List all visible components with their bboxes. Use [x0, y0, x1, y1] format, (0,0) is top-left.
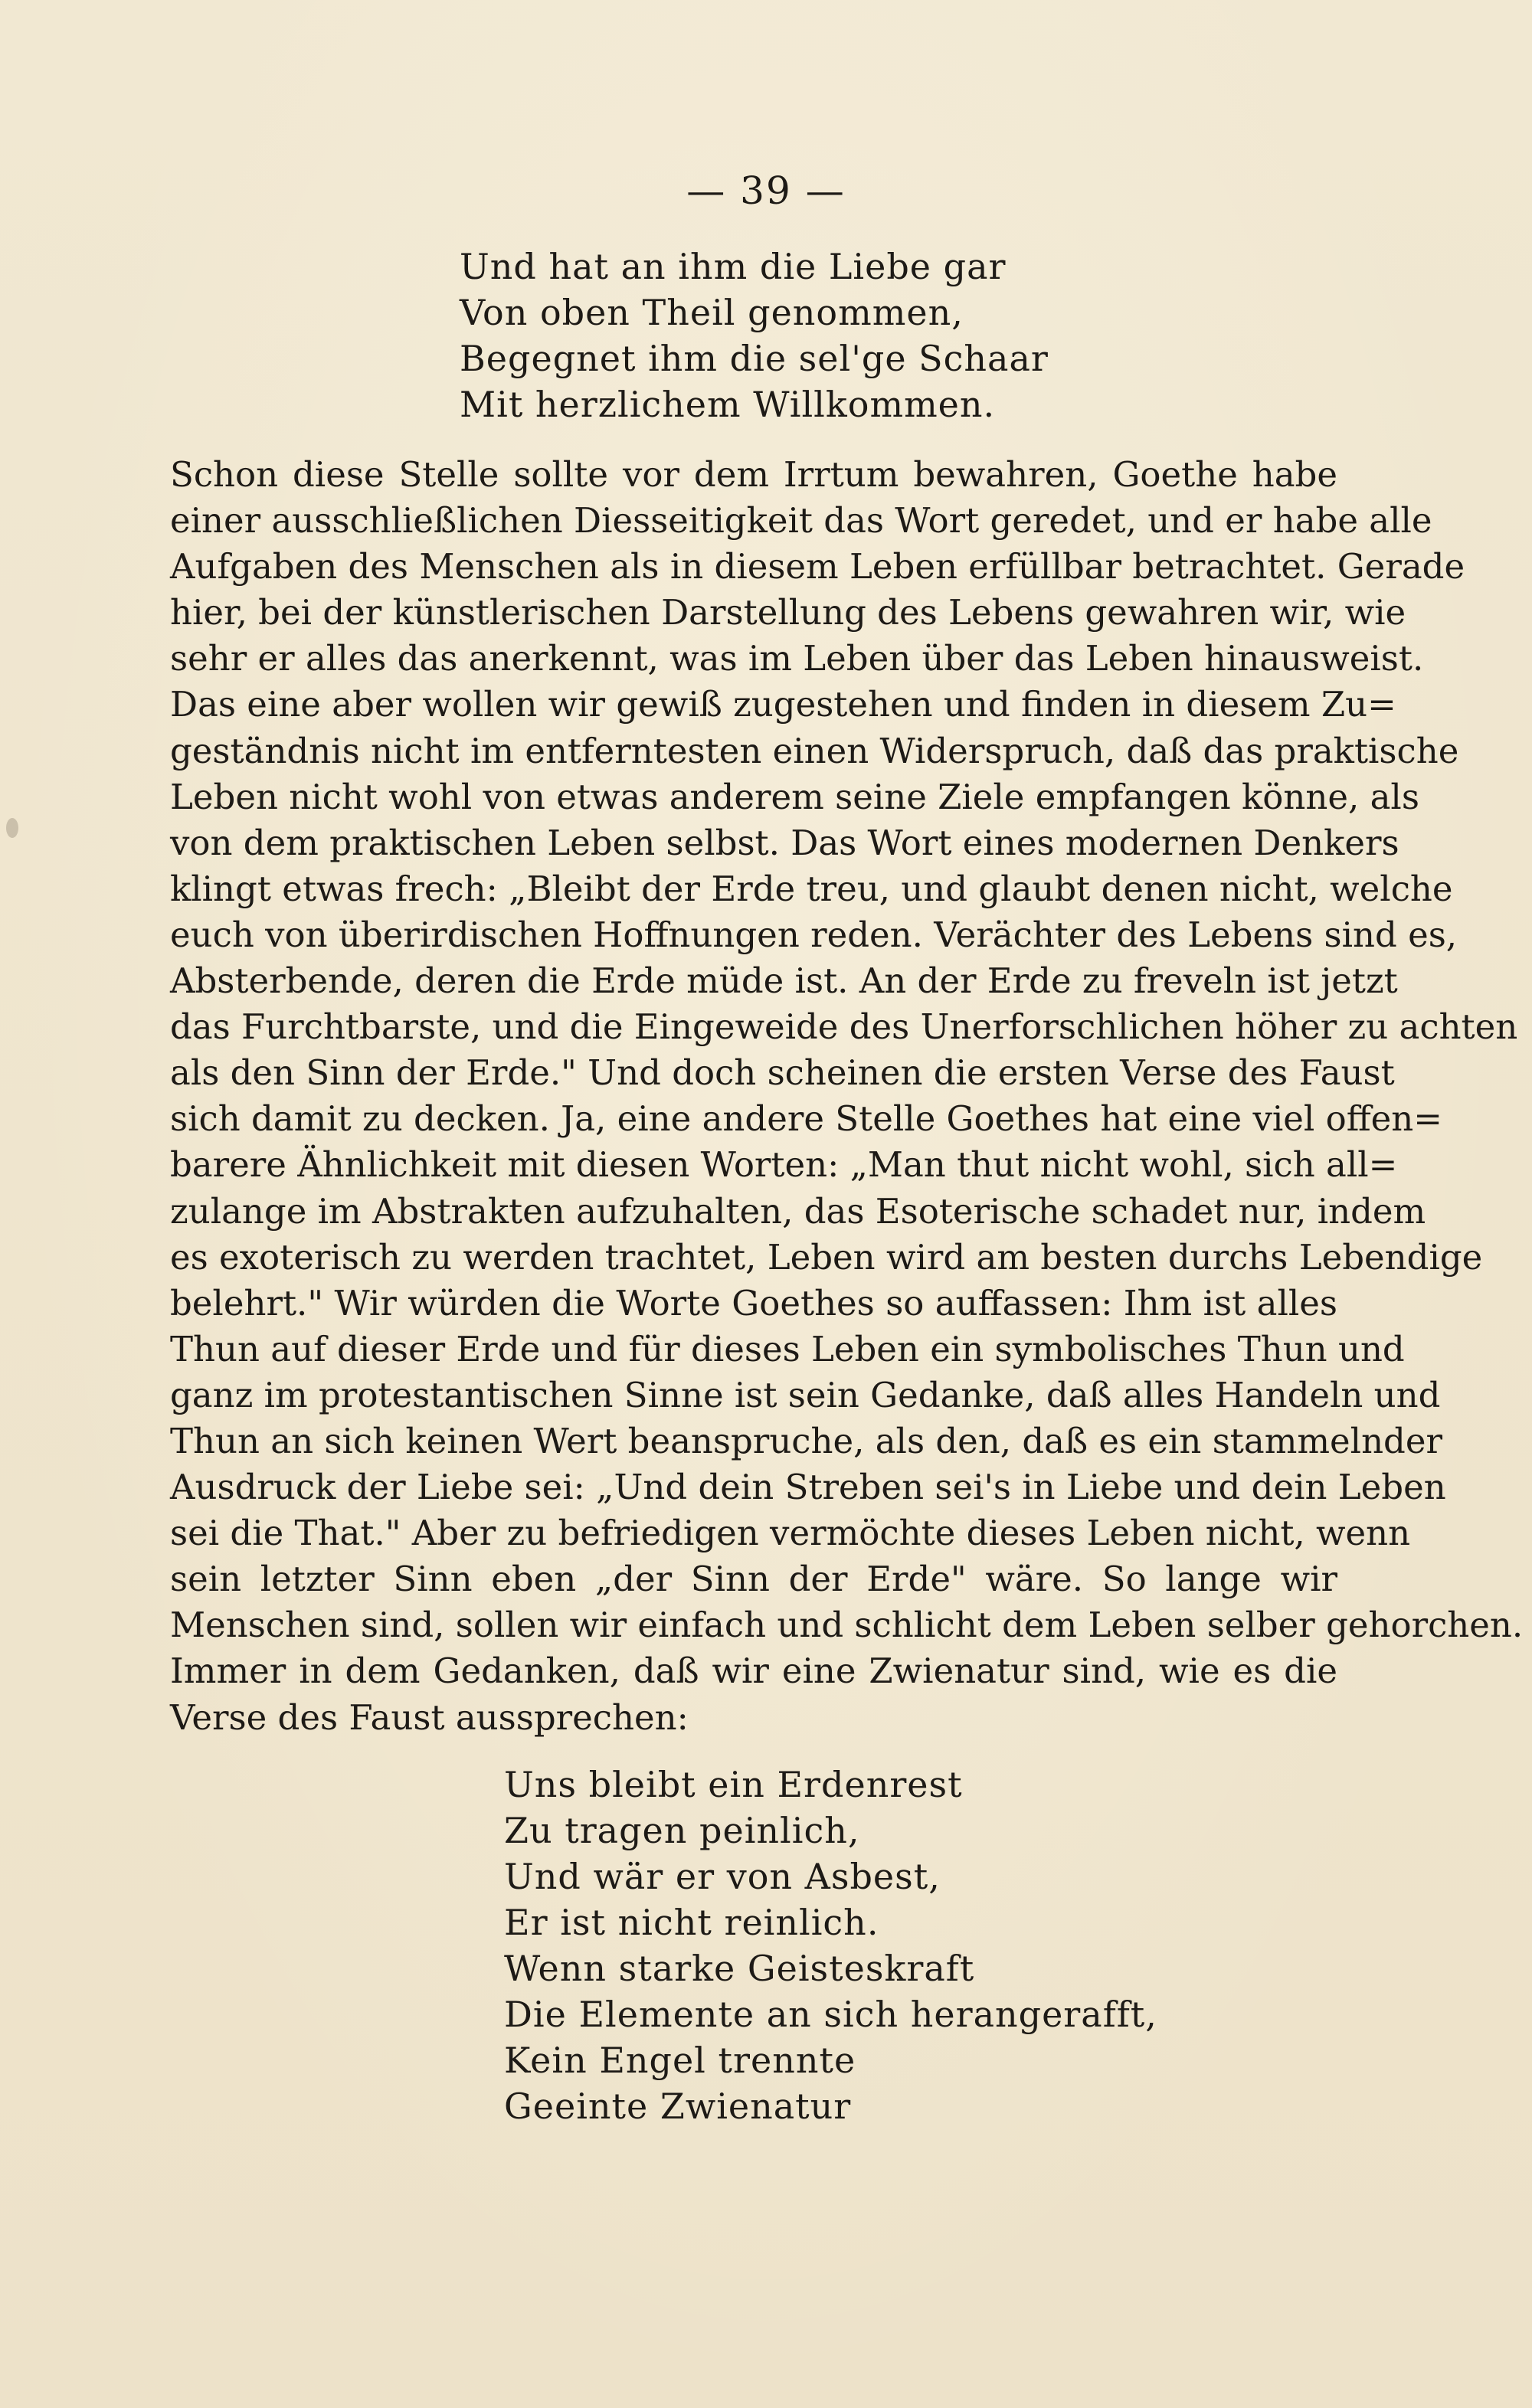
prose-line: Leben nicht wohl von etwas anderem seine Ziele empfangen könne, als — [170, 776, 1419, 817]
prose-line: Ausdruck der Liebe sei: „Und dein Streben sei's in Liebe und dein Leben — [170, 1467, 1446, 1508]
verse-line: Wenn starke Geisteskraft — [504, 1948, 975, 1989]
prose-line: sehr er alles das anerkennt, was im Leben über das Leben hinausweist. — [170, 638, 1424, 679]
verse-block-top — [460, 244, 1049, 427]
verse-line: Und hat an ihm die Liebe gar — [460, 246, 1007, 287]
prose-line: euch von überirdischen Hoffnungen reden. Verächter des Lebens sind es, — [170, 914, 1458, 955]
prose-line: einer ausschließlichen Diesseitigkeit das Wort geredet, und er habe alle — [170, 500, 1432, 541]
page-number: — 39 — — [686, 168, 846, 213]
verse-line: Von oben Theil genommen, — [460, 292, 964, 333]
verse-block-bottom — [504, 1762, 1157, 2129]
prose-line: sich damit zu decken. Ja, eine andere Stelle Goethes hat eine viel offen= — [170, 1098, 1442, 1140]
prose-line: von dem praktischen Leben selbst. Das Wort eines modernen Denkers — [170, 822, 1399, 863]
prose-line: zulange im Abstrakten aufzuhalten, das Esoterische schadet nur, indem — [170, 1190, 1426, 1232]
prose-line: als den Sinn der Erde." Und doch scheinen die ersten Verse des Faust — [170, 1052, 1395, 1094]
prose-line: Schon diese Stelle sollte vor dem Irrtum bewahren, Goethe habe — [170, 454, 1337, 495]
prose-line: ganz im protestantischen Sinne ist sein Gedanke, daß alles Handeln und — [170, 1374, 1441, 1415]
prose-line: Das eine aber wollen wir gewiß zugestehen und finden in diesem Zu= — [170, 684, 1396, 725]
verse-line: Begegnet ihm die sel'ge Schaar — [460, 338, 1049, 379]
prose-line: barere Ähnlichkeit mit diesen Worten: „Man thut nicht wohl, sich all= — [170, 1144, 1398, 1186]
prose-line: Thun auf dieser Erde und für dieses Leben ein symbolisches Thun und — [170, 1328, 1405, 1369]
prose-line: belehrt." Wir würden die Worte Goethes so auffassen: Ihm ist alles — [170, 1282, 1337, 1323]
prose-line: sein letzter Sinn eben „der Sinn der Erde" wäre. So lange wir — [170, 1559, 1337, 1600]
prose-line: Thun an sich keinen Wert beanspruche, als den, daß es ein stammelnder — [170, 1420, 1443, 1461]
verse-line: Die Elemente an sich herangerafft, — [504, 1994, 1157, 2035]
verse-line: Mit herzlichem Willkommen. — [460, 384, 996, 425]
verse-line: Er ist nicht reinlich. — [504, 1902, 879, 1943]
prose-line: sei die That." Aber zu befriedigen vermöchte dieses Leben nicht, wenn — [170, 1513, 1411, 1554]
verse-line: Zu tragen peinlich, — [504, 1810, 860, 1851]
prose-line: klingt etwas frech: „Bleibt der Erde treu, und glaubt denen nicht, welche — [170, 868, 1453, 909]
prose-line: Absterbende, deren die Erde müde ist. An der Erde zu freveln ist jetzt — [170, 960, 1398, 1002]
prose-line: Immer in dem Gedanken, daß wir eine Zwienatur sind, wie es die — [170, 1651, 1337, 1692]
verse-line: Kein Engel trennte — [504, 2040, 856, 2081]
prose-line: Menschen sind, sollen wir einfach und schlicht dem Leben selber gehorchen. — [170, 1605, 1524, 1646]
margin-smudge — [6, 818, 18, 838]
prose-line: das Furchtbarste, und die Eingeweide des Unerforschlichen höher zu achten — [170, 1006, 1518, 1048]
verse-line: Und wär er von Asbest, — [504, 1856, 941, 1897]
prose-line: Verse des Faust aussprechen: — [170, 1696, 689, 1738]
prose-line: hier, bei der künstlerischen Darstellung des Lebens gewahren wir, wie — [170, 592, 1406, 633]
prose-paragraph — [170, 452, 1524, 1741]
verse-line: Geeinte Zwienatur — [504, 2086, 852, 2127]
prose-line: es exoterisch zu werden trachtet, Leben wird am besten durchs Lebendige — [170, 1236, 1483, 1278]
verse-line: Uns bleibt ein Erdenrest — [504, 1764, 963, 1805]
prose-line: Aufgaben des Menschen als in diesem Leben erfüllbar betrachtet. Gerade — [170, 546, 1465, 587]
prose-line: geständnis nicht im entferntesten einen Widerspruch, daß das praktische — [170, 730, 1459, 771]
